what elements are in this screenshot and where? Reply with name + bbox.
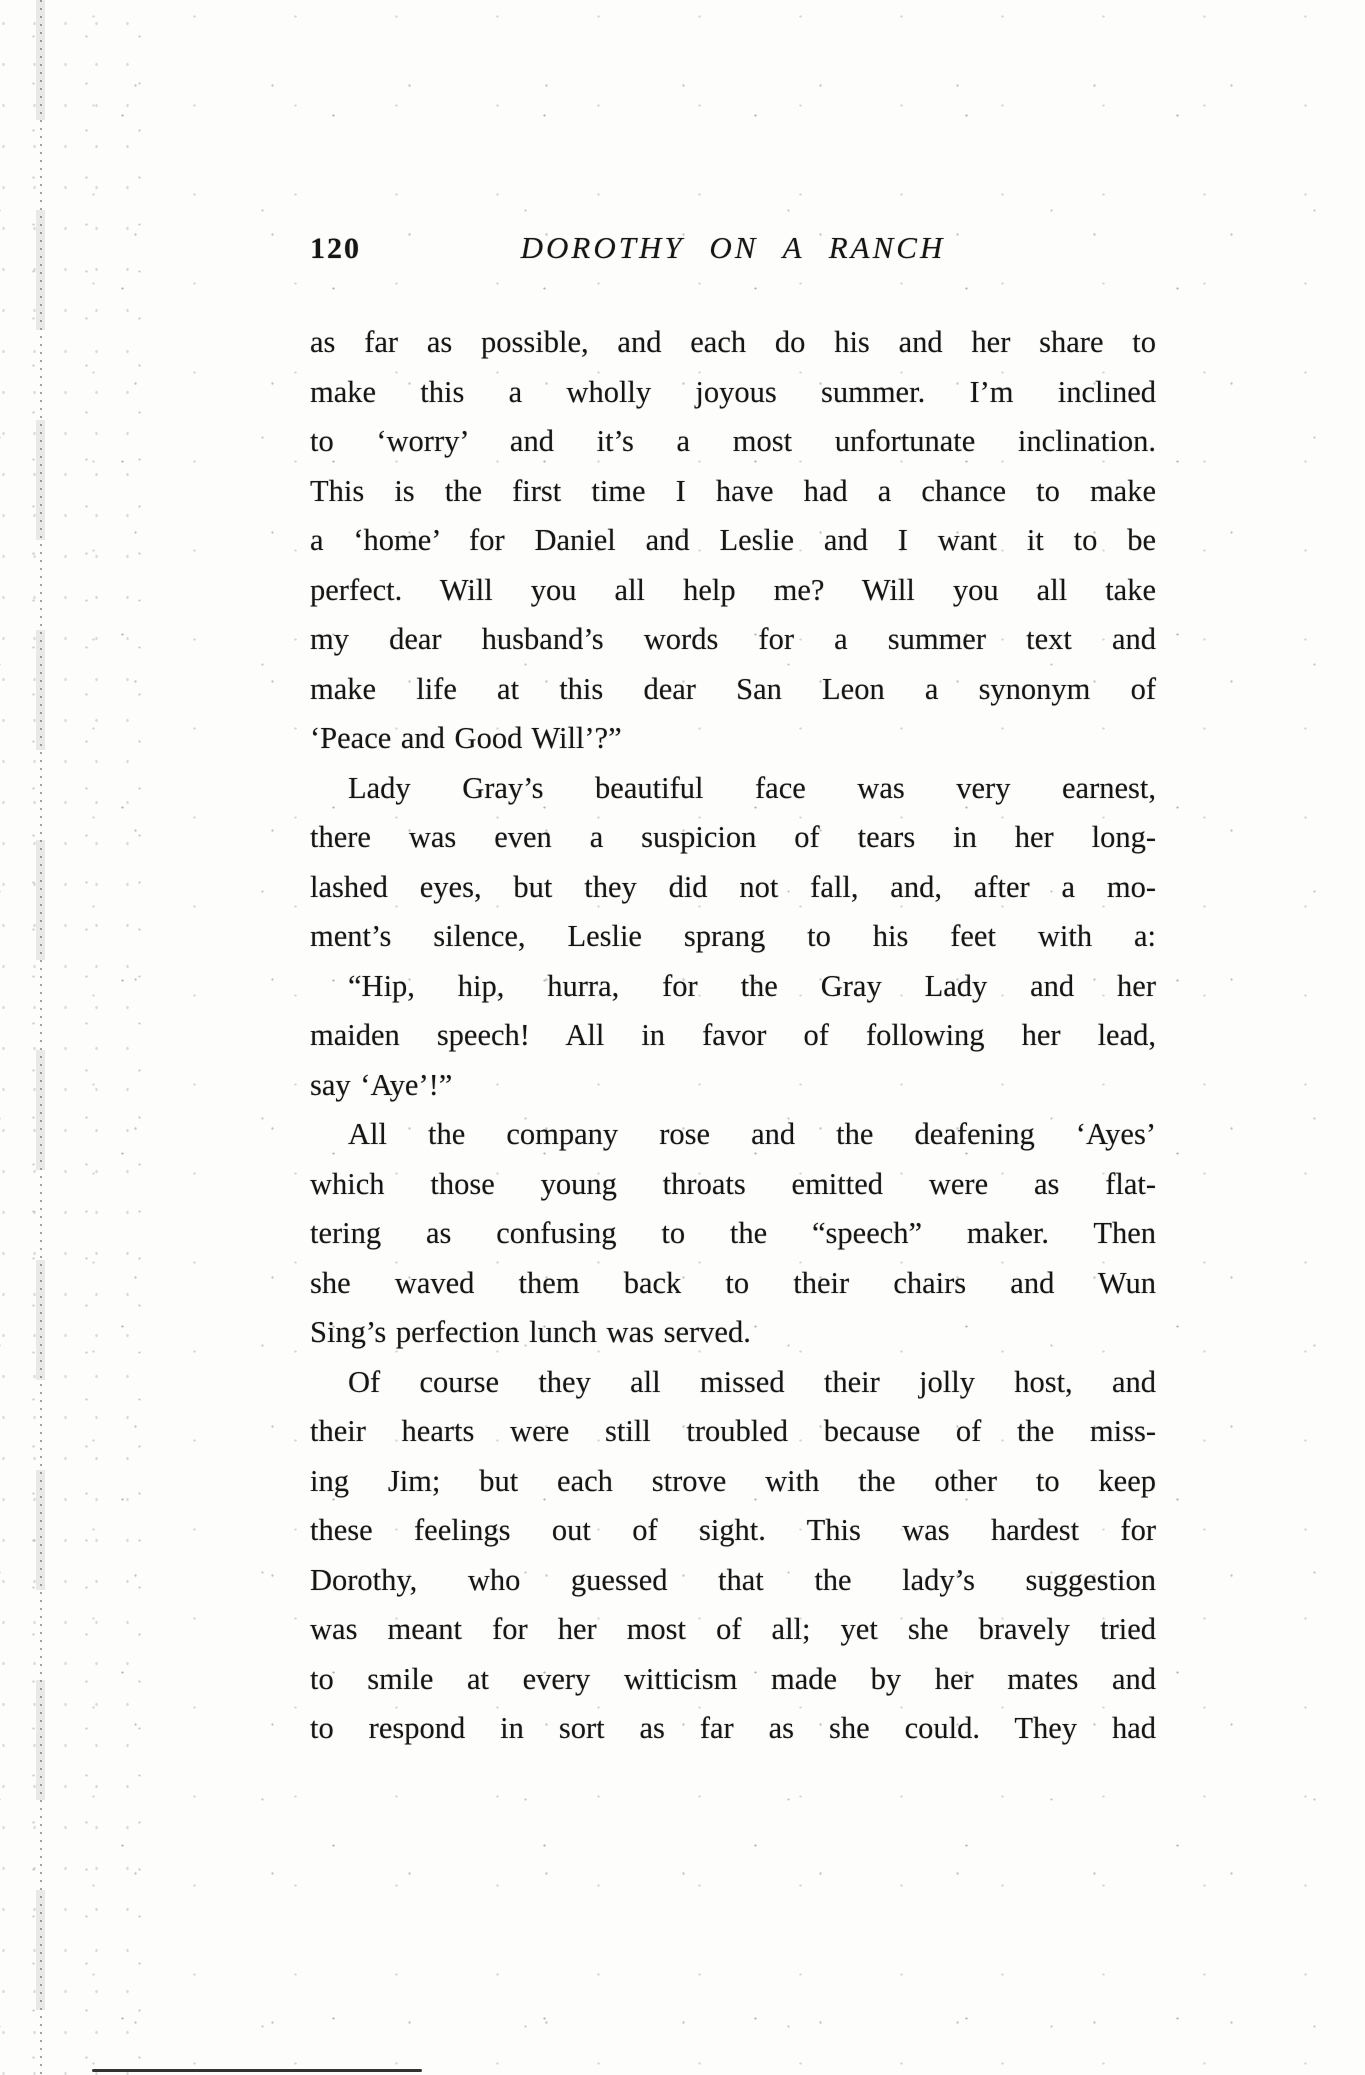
page-number: 120 xyxy=(310,232,361,265)
paragraph xyxy=(310,1110,1156,1358)
text-line: Of course they all missed their jolly host, and xyxy=(348,1364,1156,1399)
paragraph xyxy=(310,764,1156,962)
text-line: All the company rose and the deafening ‘Ayes’ xyxy=(348,1117,1156,1151)
text-line: make life at this dear San Leon a synonym of xyxy=(310,671,1156,706)
text-line: to smile at every witticism made by her mates and xyxy=(310,1661,1156,1696)
text-line: “Hip, hip, hurra, for the Gray Lady and her xyxy=(348,968,1156,1003)
text-line: Dorothy, who guessed that the lady’s suggestion xyxy=(310,1562,1156,1597)
text-line: was meant for her most of all; yet she bravely tried xyxy=(310,1612,1156,1646)
text-line: tering as confusing to the “speech” maker. Then xyxy=(310,1216,1156,1250)
paragraph xyxy=(310,318,1156,764)
text-line: ing Jim; but each strove with the other to keep xyxy=(310,1463,1156,1498)
text-line: their hearts were still troubled because of the miss- xyxy=(310,1414,1156,1448)
text-line: ‘Peace and Good Will’?” xyxy=(310,721,622,755)
text-line: Sing’s perfection lunch was served. xyxy=(310,1315,751,1349)
text-line: she waved them back to their chairs and Wun xyxy=(310,1265,1156,1300)
text-line: perfect. Will you all help me? Will you all take xyxy=(310,572,1156,607)
text-line: which those young throats emitted were as flat- xyxy=(310,1166,1156,1201)
text-line: my dear husband’s words for a summer text and xyxy=(310,622,1156,656)
text-line: maiden speech! All in favor of following her lead, xyxy=(310,1018,1156,1052)
text-line: This is the first time I have had a chance to make xyxy=(310,473,1156,508)
scan-noise-left-band xyxy=(0,0,150,2075)
text-line: lashed eyes, but they did not fall, and, after a mo- xyxy=(310,869,1156,904)
text-line: a ‘home’ for Daniel and Leslie and I want it to be xyxy=(310,523,1156,557)
text-line: ment’s silence, Leslie sprang to his feet with a: xyxy=(310,919,1156,953)
text-line: these feelings out of sight. This was hardest for xyxy=(310,1513,1156,1547)
text-line: as far as possible, and each do his and her share to xyxy=(310,325,1156,359)
page-header xyxy=(310,230,1156,272)
text-line: to ‘worry’ and it’s a most unfortunate inclination. xyxy=(310,424,1156,458)
text-line: say ‘Aye’!” xyxy=(310,1067,453,1102)
text-line: to respond in sort as far as she could. They had xyxy=(310,1711,1156,1745)
scan-edge-artifact xyxy=(92,2069,422,2072)
text-line: Lady Gray’s beautiful face was very earnest, xyxy=(348,770,1156,805)
text-line: there was even a suspicion of tears in her long- xyxy=(310,820,1156,854)
paragraph xyxy=(310,1358,1156,1754)
paragraph xyxy=(310,962,1156,1111)
text-line: make this a wholly joyous summer. I’m inclined xyxy=(310,374,1156,409)
body-text-column xyxy=(310,318,1156,1754)
running-title: DOROTHY ON A RANCH xyxy=(520,230,946,265)
scan-gutter-shadow xyxy=(36,0,45,2075)
